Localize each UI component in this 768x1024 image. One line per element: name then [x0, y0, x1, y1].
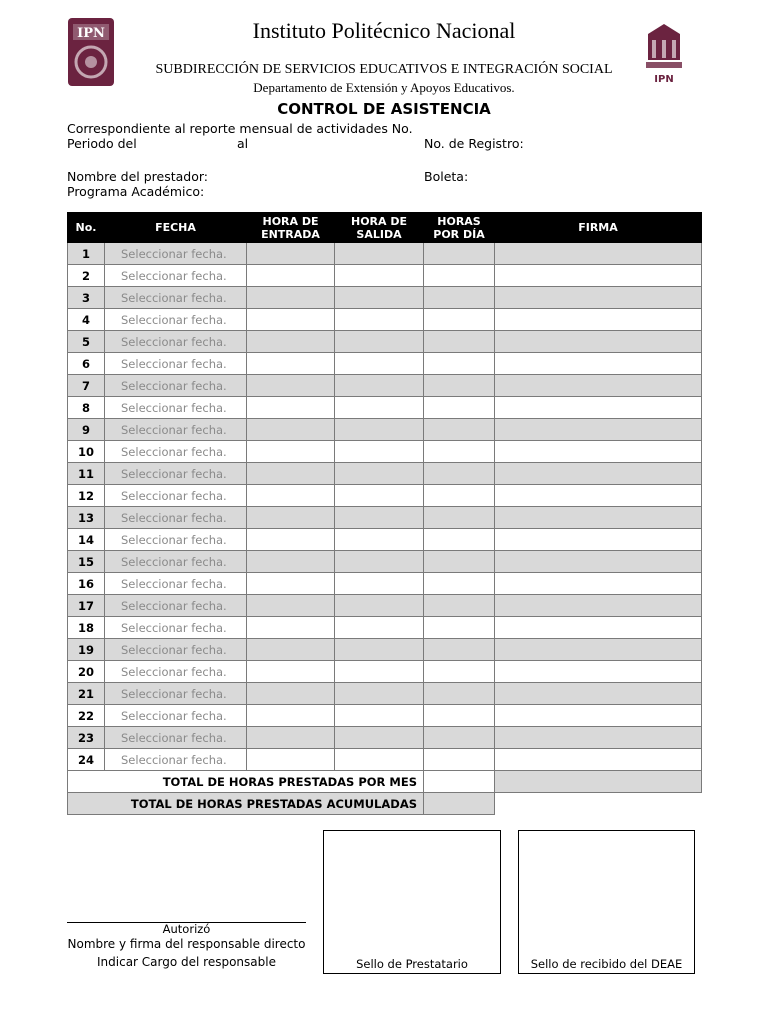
salida-cell[interactable]	[335, 551, 424, 573]
firma-cell[interactable]	[495, 727, 702, 749]
horas-cell[interactable]	[424, 639, 495, 661]
table-row	[68, 265, 702, 287]
salida-cell[interactable]	[335, 639, 424, 661]
date-picker[interactable]: Seleccionar fecha.	[105, 573, 247, 595]
table-row	[68, 419, 702, 441]
horas-cell[interactable]	[424, 683, 495, 705]
firma-cell[interactable]	[495, 595, 702, 617]
entrada-cell[interactable]	[247, 397, 335, 419]
table-row	[68, 573, 702, 595]
firma-cell[interactable]	[495, 287, 702, 309]
report-label: Correspondiente al reporte mensual de actividades No.	[67, 121, 413, 136]
firma-cell[interactable]	[495, 529, 702, 551]
firma-cell[interactable]	[495, 485, 702, 507]
sello-deae-label: Sello de recibido del DEAE	[530, 957, 683, 971]
table-row	[68, 507, 702, 529]
entrada-cell[interactable]	[247, 463, 335, 485]
salida-cell[interactable]	[335, 287, 424, 309]
firma-cell[interactable]	[495, 265, 702, 287]
row-number: 9	[68, 419, 105, 441]
row-number: 3	[68, 287, 105, 309]
entrada-cell[interactable]	[247, 485, 335, 507]
entrada-cell[interactable]	[247, 749, 335, 771]
entrada-cell[interactable]	[247, 705, 335, 727]
date-picker[interactable]: Seleccionar fecha.	[105, 551, 247, 573]
salida-cell[interactable]	[335, 705, 424, 727]
date-picker[interactable]: Seleccionar fecha.	[105, 353, 247, 375]
firma-cell[interactable]	[495, 353, 702, 375]
date-picker[interactable]: Seleccionar fecha.	[105, 397, 247, 419]
entrada-cell[interactable]	[247, 661, 335, 683]
firma-cell[interactable]	[495, 507, 702, 529]
firma-cell[interactable]	[495, 661, 702, 683]
date-picker[interactable]: Seleccionar fecha.	[105, 331, 247, 353]
date-picker[interactable]: Seleccionar fecha.	[105, 287, 247, 309]
salida-cell[interactable]	[335, 485, 424, 507]
horas-cell[interactable]	[424, 749, 495, 771]
entrada-cell[interactable]	[247, 617, 335, 639]
table-row	[68, 463, 702, 485]
entrada-cell[interactable]	[247, 441, 335, 463]
table-row	[68, 441, 702, 463]
entrada-cell[interactable]	[247, 507, 335, 529]
salida-cell[interactable]	[335, 331, 424, 353]
header-entrada: HORA DE ENTRADA	[247, 213, 335, 243]
total-acumuladas-label: TOTAL DE HORAS PRESTADAS ACUMULADAS	[68, 793, 424, 815]
row-number: 24	[68, 749, 105, 771]
firma-cell[interactable]	[495, 331, 702, 353]
entrada-cell[interactable]	[247, 551, 335, 573]
header-no: No.	[68, 213, 105, 243]
row-number: 14	[68, 529, 105, 551]
attendance-table	[67, 212, 702, 815]
horas-cell[interactable]	[424, 463, 495, 485]
entrada-cell[interactable]	[247, 419, 335, 441]
table-row	[68, 485, 702, 507]
institution-title: Instituto Politécnico Nacional	[252, 18, 516, 43]
sello-deae-box	[518, 830, 695, 974]
table-row	[68, 661, 702, 683]
total-mes-row	[68, 771, 702, 793]
horas-cell[interactable]	[424, 661, 495, 683]
salida-cell[interactable]	[335, 265, 424, 287]
date-picker[interactable]: Seleccionar fecha.	[105, 309, 247, 331]
salida-cell[interactable]	[335, 441, 424, 463]
salida-cell[interactable]	[335, 617, 424, 639]
entrada-cell[interactable]	[247, 595, 335, 617]
horas-cell[interactable]	[424, 287, 495, 309]
table-row	[68, 551, 702, 573]
entrada-cell[interactable]	[247, 639, 335, 661]
row-number: 19	[68, 639, 105, 661]
horas-cell[interactable]	[424, 727, 495, 749]
firma-cell[interactable]	[495, 551, 702, 573]
date-picker[interactable]: Seleccionar fecha.	[105, 595, 247, 617]
programa-label: Programa Académico:	[67, 184, 205, 199]
table-row	[68, 243, 702, 265]
total-mes-value[interactable]	[424, 771, 495, 793]
date-picker[interactable]: Seleccionar fecha.	[105, 705, 247, 727]
firma-cell[interactable]	[495, 397, 702, 419]
salida-cell[interactable]	[335, 507, 424, 529]
firma-cell[interactable]	[495, 749, 702, 771]
salida-cell[interactable]	[335, 529, 424, 551]
horas-cell[interactable]	[424, 243, 495, 265]
date-picker[interactable]: Seleccionar fecha.	[105, 661, 247, 683]
row-number: 12	[68, 485, 105, 507]
salida-cell[interactable]	[335, 397, 424, 419]
date-picker[interactable]: Seleccionar fecha.	[105, 727, 247, 749]
date-picker[interactable]: Seleccionar fecha.	[105, 485, 247, 507]
row-number: 5	[68, 331, 105, 353]
date-picker[interactable]: Seleccionar fecha.	[105, 639, 247, 661]
horas-cell[interactable]	[424, 705, 495, 727]
salida-cell[interactable]	[335, 727, 424, 749]
row-number: 10	[68, 441, 105, 463]
header-fecha: FECHA	[105, 213, 247, 243]
entrada-cell[interactable]	[247, 573, 335, 595]
table-row	[68, 595, 702, 617]
table-row	[68, 683, 702, 705]
total-acumuladas-row	[68, 793, 702, 815]
row-number: 2	[68, 265, 105, 287]
table-row	[68, 375, 702, 397]
row-number: 22	[68, 705, 105, 727]
firma-cell[interactable]	[495, 705, 702, 727]
row-number: 4	[68, 309, 105, 331]
entrada-cell[interactable]	[247, 375, 335, 397]
date-picker[interactable]: Seleccionar fecha.	[105, 463, 247, 485]
table-row	[68, 727, 702, 749]
salida-cell[interactable]	[335, 661, 424, 683]
table-row	[68, 639, 702, 661]
date-picker[interactable]: Seleccionar fecha.	[105, 419, 247, 441]
right-logo-text: IPN	[654, 74, 674, 85]
sello-prestatario-label: Sello de Prestatario	[356, 957, 468, 971]
horas-cell[interactable]	[424, 353, 495, 375]
total-acumuladas-filler	[495, 793, 702, 815]
subdirectorate-name: SUBDIRECCIÓN DE SERVICIOS EDUCATIVOS E INTEGRACIÓN SOCIAL	[155, 62, 613, 77]
horas-cell[interactable]	[424, 485, 495, 507]
entrada-cell[interactable]	[247, 265, 335, 287]
salida-cell[interactable]	[335, 375, 424, 397]
firma-cell[interactable]	[495, 441, 702, 463]
firma-cell[interactable]	[495, 573, 702, 595]
autorizo-label: Autorizó	[162, 922, 211, 936]
horas-cell[interactable]	[424, 309, 495, 331]
entrada-cell[interactable]	[247, 727, 335, 749]
row-number: 23	[68, 727, 105, 749]
table-row	[68, 331, 702, 353]
firma-cell[interactable]	[495, 639, 702, 661]
row-number: 18	[68, 617, 105, 639]
row-number: 7	[68, 375, 105, 397]
horas-cell[interactable]	[424, 595, 495, 617]
date-picker[interactable]: Seleccionar fecha.	[105, 441, 247, 463]
horas-cell[interactable]	[424, 331, 495, 353]
horas-cell[interactable]	[424, 507, 495, 529]
firma-cell[interactable]	[495, 243, 702, 265]
total-mes-filler	[495, 771, 702, 793]
header-salida: HORA DE SALIDA	[335, 213, 424, 243]
entrada-cell[interactable]	[247, 309, 335, 331]
row-number: 17	[68, 595, 105, 617]
left-logo-text: IPN	[77, 26, 105, 41]
date-picker[interactable]: Seleccionar fecha.	[105, 507, 247, 529]
cargo-label: Indicar Cargo del responsable	[97, 955, 276, 969]
salida-cell[interactable]	[335, 749, 424, 771]
salida-cell[interactable]	[335, 243, 424, 265]
responsable-label: Nombre y firma del responsable directo	[67, 937, 306, 951]
date-picker[interactable]: Seleccionar fecha.	[105, 617, 247, 639]
total-mes-label: TOTAL DE HORAS PRESTADAS POR MES	[68, 771, 424, 793]
total-acumuladas-value[interactable]	[424, 793, 495, 815]
form-title: CONTROL DE ASISTENCIA	[277, 100, 491, 118]
row-number: 1	[68, 243, 105, 265]
firma-cell[interactable]	[495, 375, 702, 397]
horas-cell[interactable]	[424, 265, 495, 287]
table-row	[68, 309, 702, 331]
firma-cell[interactable]	[495, 463, 702, 485]
row-number: 16	[68, 573, 105, 595]
table-row	[68, 617, 702, 639]
firma-cell[interactable]	[495, 617, 702, 639]
salida-cell[interactable]	[335, 463, 424, 485]
date-picker[interactable]: Seleccionar fecha.	[105, 683, 247, 705]
table-row	[68, 287, 702, 309]
sello-prestatario-box	[323, 830, 501, 974]
row-number: 15	[68, 551, 105, 573]
horas-cell[interactable]	[424, 419, 495, 441]
table-row	[68, 749, 702, 771]
salida-cell[interactable]	[335, 683, 424, 705]
horas-cell[interactable]	[424, 441, 495, 463]
firma-cell[interactable]	[495, 419, 702, 441]
firma-cell[interactable]	[495, 309, 702, 331]
salida-cell[interactable]	[335, 419, 424, 441]
table-row	[68, 529, 702, 551]
row-number: 13	[68, 507, 105, 529]
department-name: Departamento de Extensión y Apoyos Educativos.	[253, 80, 515, 95]
table-header-row	[68, 213, 702, 243]
table-row	[68, 397, 702, 419]
period-label: Periodo del	[67, 136, 137, 151]
horas-cell[interactable]	[424, 375, 495, 397]
horas-cell[interactable]	[424, 529, 495, 551]
entrada-cell[interactable]	[247, 353, 335, 375]
row-number: 20	[68, 661, 105, 683]
horas-cell[interactable]	[424, 551, 495, 573]
salida-cell[interactable]	[335, 309, 424, 331]
salida-cell[interactable]	[335, 573, 424, 595]
horas-cell[interactable]	[424, 573, 495, 595]
date-picker[interactable]: Seleccionar fecha.	[105, 749, 247, 771]
boleta-label: Boleta:	[424, 169, 469, 184]
row-number: 6	[68, 353, 105, 375]
nombre-label: Nombre del prestador:	[67, 169, 208, 184]
table-row	[68, 705, 702, 727]
entrada-cell[interactable]	[247, 683, 335, 705]
header-horas: HORAS POR DÍA	[424, 213, 495, 243]
row-number: 21	[68, 683, 105, 705]
period-to-label: al	[237, 136, 249, 151]
row-number: 8	[68, 397, 105, 419]
registro-label: No. de Registro:	[424, 136, 524, 151]
horas-cell[interactable]	[424, 397, 495, 419]
entrada-cell[interactable]	[247, 529, 335, 551]
entrada-cell[interactable]	[247, 243, 335, 265]
date-picker[interactable]: Seleccionar fecha.	[105, 243, 247, 265]
header-firma: FIRMA	[495, 213, 702, 243]
row-number: 11	[68, 463, 105, 485]
entrada-cell[interactable]	[247, 287, 335, 309]
salida-cell[interactable]	[335, 595, 424, 617]
date-picker[interactable]: Seleccionar fecha.	[105, 265, 247, 287]
table-row	[68, 353, 702, 375]
date-picker[interactable]: Seleccionar fecha.	[105, 375, 247, 397]
firma-cell[interactable]	[495, 683, 702, 705]
salida-cell[interactable]	[335, 353, 424, 375]
date-picker[interactable]: Seleccionar fecha.	[105, 529, 247, 551]
horas-cell[interactable]	[424, 617, 495, 639]
entrada-cell[interactable]	[247, 331, 335, 353]
